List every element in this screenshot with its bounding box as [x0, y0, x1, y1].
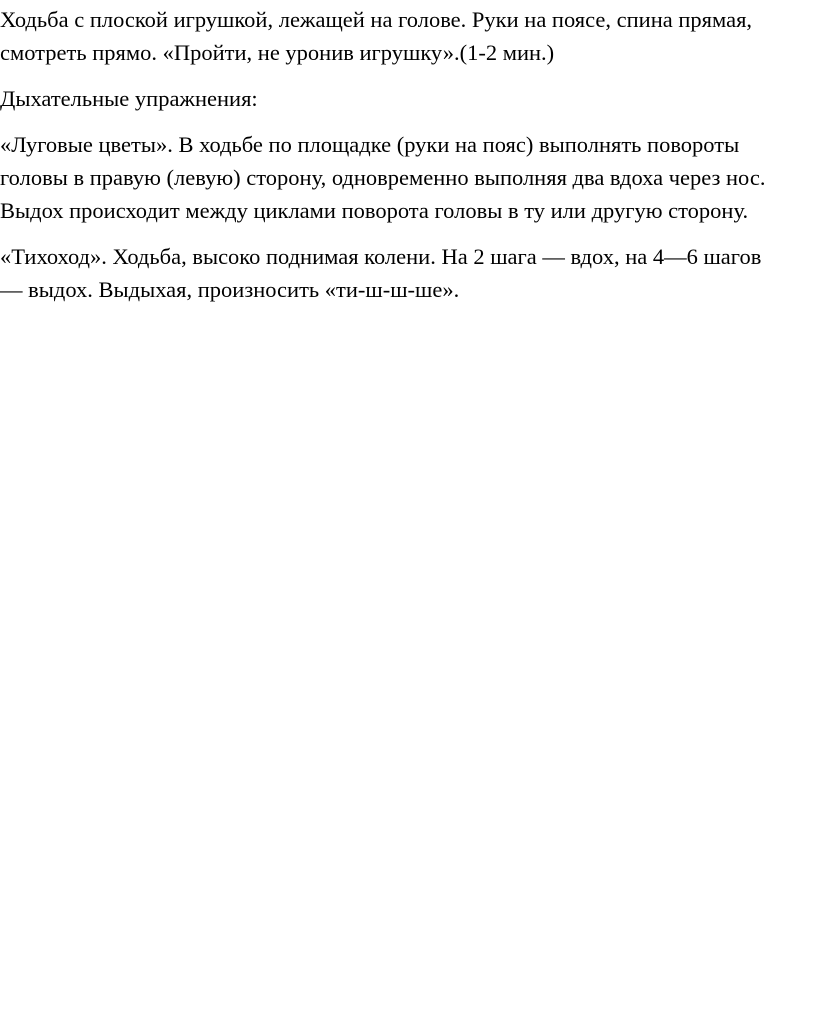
text-line: головы в правую (левую) сторону, одновременно выполняя два вдоха через нос. — [0, 165, 766, 190]
text-line: смотреть прямо. «Пройти, не уронив игрушку».(1-2 мин.) — [0, 40, 555, 65]
text-line: «Луговые цветы». В ходьбе по площадке (руки на пояс) выполнять повороты — [0, 132, 740, 157]
text-line: Дыхательные упражнения: — [0, 86, 258, 111]
paragraph-toy-walk — [0, 3, 810, 69]
paragraph-slow-walker — [0, 240, 810, 306]
text-line: «Тихоход». Ходьба, высоко поднимая колени. На 2 шага — вдох, на 4—6 шагов — [0, 244, 762, 269]
text-line: Ходьба с плоской игрушкой, лежащей на голове. Руки на поясе, спина прямая, — [0, 7, 753, 32]
paragraph-meadow-flowers — [0, 128, 810, 227]
document-body — [0, 0, 810, 319]
text-line: — выдох. Выдыхая, произносить «ти-ш-ш-ше». — [0, 277, 460, 302]
text-line: Выдох происходит между циклами поворота головы в ту или другую сторону. — [0, 198, 749, 223]
section-heading-breathing — [0, 82, 810, 115]
